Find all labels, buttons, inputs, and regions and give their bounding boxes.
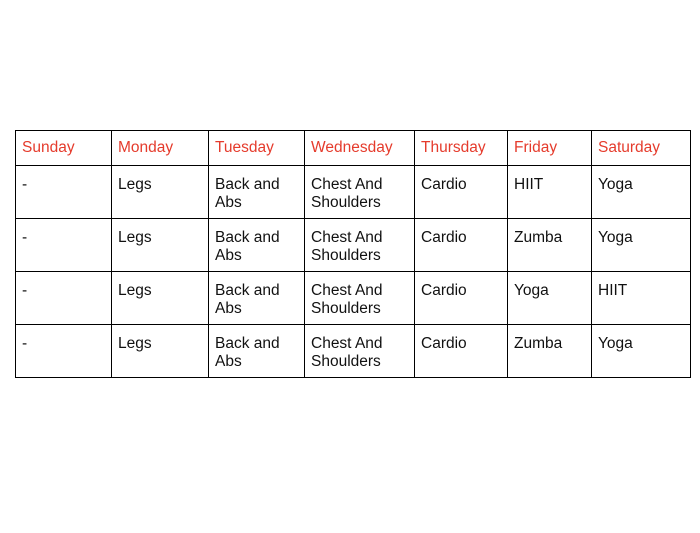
header-cell-monday xyxy=(112,131,209,166)
table-cell: Cardio xyxy=(415,272,508,325)
table-cell: Zumba xyxy=(508,325,592,378)
table-row xyxy=(16,166,691,219)
table-cell: Yoga xyxy=(592,219,691,272)
header-label: Monday xyxy=(118,139,174,156)
table-cell: Yoga xyxy=(592,325,691,378)
table-header-row xyxy=(16,131,691,166)
table-row xyxy=(16,219,691,272)
header-label: Thursday xyxy=(421,139,486,156)
table-cell: Zumba xyxy=(508,219,592,272)
header-label: Tuesday xyxy=(215,139,274,156)
table-cell: Back and Abs xyxy=(209,219,305,272)
table-cell: Back and Abs xyxy=(209,166,305,219)
table-cell: - xyxy=(16,272,112,325)
table-cell: - xyxy=(16,325,112,378)
header-cell-friday xyxy=(508,131,592,166)
table-cell: Chest And Shoulders xyxy=(305,219,415,272)
header-cell-tuesday xyxy=(209,131,305,166)
header-cell-thursday xyxy=(415,131,508,166)
table-cell: Legs xyxy=(112,219,209,272)
table-cell: HIIT xyxy=(592,272,691,325)
table-cell: Chest And Shoulders xyxy=(305,166,415,219)
table-cell: Cardio xyxy=(415,166,508,219)
table-cell: - xyxy=(16,166,112,219)
header-label: Friday xyxy=(514,139,558,156)
table-cell: Back and Abs xyxy=(209,272,305,325)
table-row xyxy=(16,325,691,378)
table-row xyxy=(16,272,691,325)
workout-schedule-table xyxy=(15,130,691,378)
table-cell: Cardio xyxy=(415,325,508,378)
header-label: Saturday xyxy=(598,139,661,156)
table-cell: HIIT xyxy=(508,166,592,219)
header-label: Sunday xyxy=(22,139,75,156)
table-cell: Back and Abs xyxy=(209,325,305,378)
table-cell: - xyxy=(16,219,112,272)
header-cell-sunday xyxy=(16,131,112,166)
header-cell-saturday xyxy=(592,131,691,166)
table-cell: Legs xyxy=(112,272,209,325)
table-cell: Chest And Shoulders xyxy=(305,272,415,325)
header-cell-wednesday xyxy=(305,131,415,166)
table-cell: Chest And Shoulders xyxy=(305,325,415,378)
table-cell: Legs xyxy=(112,166,209,219)
table-cell: Yoga xyxy=(592,166,691,219)
table-cell: Legs xyxy=(112,325,209,378)
table-cell: Yoga xyxy=(508,272,592,325)
header-label: Wednesday xyxy=(311,139,393,156)
table-cell: Cardio xyxy=(415,219,508,272)
